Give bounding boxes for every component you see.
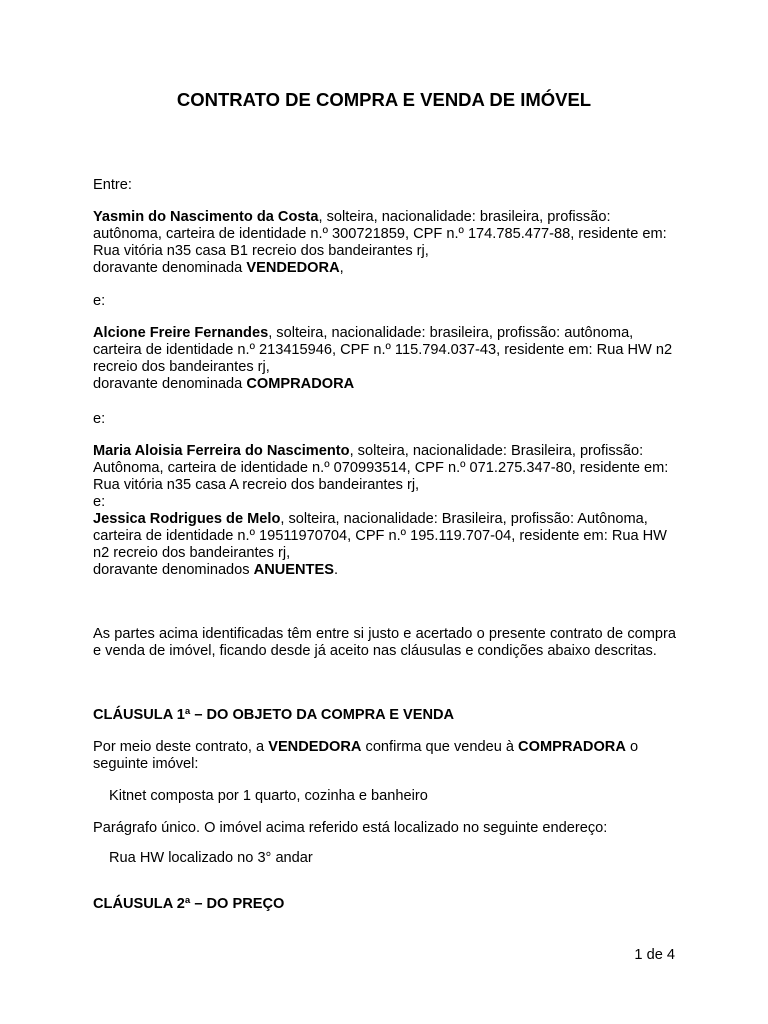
between-label: Entre: <box>93 177 132 193</box>
buyer-paragraph <box>93 325 676 393</box>
clause-1-buyer-term: COMPRADORA <box>518 739 626 755</box>
consenting-designation-prefix: doravante denominados <box>93 562 254 578</box>
property-address: Rua HW localizado no 3° andar <box>109 850 313 866</box>
consenting-1-details: , solteira, nacionalidade: Brasileira, profissão: Autônoma, carteira de identidade n.º 070993514, CPF n.º 071.275.347-80, residente em: Rua vitória n35 casa A recreio dos bandeirantes rj, <box>93 443 669 493</box>
buyer-designation-prefix: doravante denominada <box>93 376 247 392</box>
clause-1-heading: CLÁUSULA 1ª – DO OBJETO DA COMPRA E VENDA <box>93 707 455 723</box>
intro-paragraph: As partes acima identificadas têm entre si justo e acertado o presente contrato de compra e venda de imóvel, ficando desde já aceito nas cláusulas e condições abaixo descritas. <box>93 626 676 659</box>
consenting-1-name: Maria Aloisia Ferreira do Nascimento <box>93 443 350 459</box>
consenting-designation-suffix: . <box>333 562 338 578</box>
buyer-name: Alcione Freire Fernandes <box>93 325 269 341</box>
clause-1-text-prefix: Por meio deste contrato, a <box>93 739 269 755</box>
property-description: Kitnet composta por 1 quarto, cozinha e banheiro <box>109 788 428 804</box>
clause-1-paragraph <box>93 739 676 773</box>
clause-1-text-middle: confirma que vendeu à <box>361 739 519 755</box>
and-label-3: e: <box>93 494 106 510</box>
and-label-1: e: <box>93 293 106 309</box>
clause-1-text-suffix: o seguinte imóvel: <box>93 739 639 772</box>
seller-designation-prefix: doravante denominada <box>93 260 247 276</box>
seller-details: , solteira, nacionalidade: brasileira, profissão: autônoma, carteira de identidade n.º 300721859, CPF n.º 174.785.477-88, residente em: Rua vitória n35 casa B1 recreio dos bandeirantes rj, <box>93 209 667 259</box>
seller-designation: VENDEDORA <box>246 260 340 276</box>
clause-1-seller-term: VENDEDORA <box>268 739 362 755</box>
consenting-designation: ANUENTES <box>253 562 334 578</box>
consenting-paragraph-1 <box>93 443 676 579</box>
seller-designation-suffix: , <box>339 260 344 276</box>
consenting-2-details: , solteira, nacionalidade: Brasileira, profissão: Autônoma, carteira de identidade n.º 19511970704, CPF n.º 195.119.707-04, residente em: Rua HW n2 recreio dos bandeirantes rj, <box>93 511 667 561</box>
page-number: 1 de 4 <box>634 947 675 963</box>
buyer-details: , solteira, nacionalidade: brasileira, profissão: autônoma, carteira de identidade n.º 213415946, CPF n.º 115.794.037-43, residente em: Rua HW n2 recreio dos bandeirantes rj, <box>93 325 673 375</box>
consenting-2-name: Jessica Rodrigues de Melo <box>93 511 281 527</box>
buyer-designation: COMPRADORA <box>246 376 355 392</box>
sole-paragraph: Parágrafo único. O imóvel acima referido está localizado no seguinte endereço: <box>93 820 608 836</box>
seller-name: Yasmin do Nascimento da Costa <box>93 209 319 225</box>
clause-2-heading: CLÁUSULA 2ª – DO PREÇO <box>93 896 285 912</box>
document-title: CONTRATO DE COMPRA E VENDA DE IMÓVEL <box>176 89 592 110</box>
seller-paragraph <box>93 209 676 277</box>
and-label-2: e: <box>93 411 106 427</box>
